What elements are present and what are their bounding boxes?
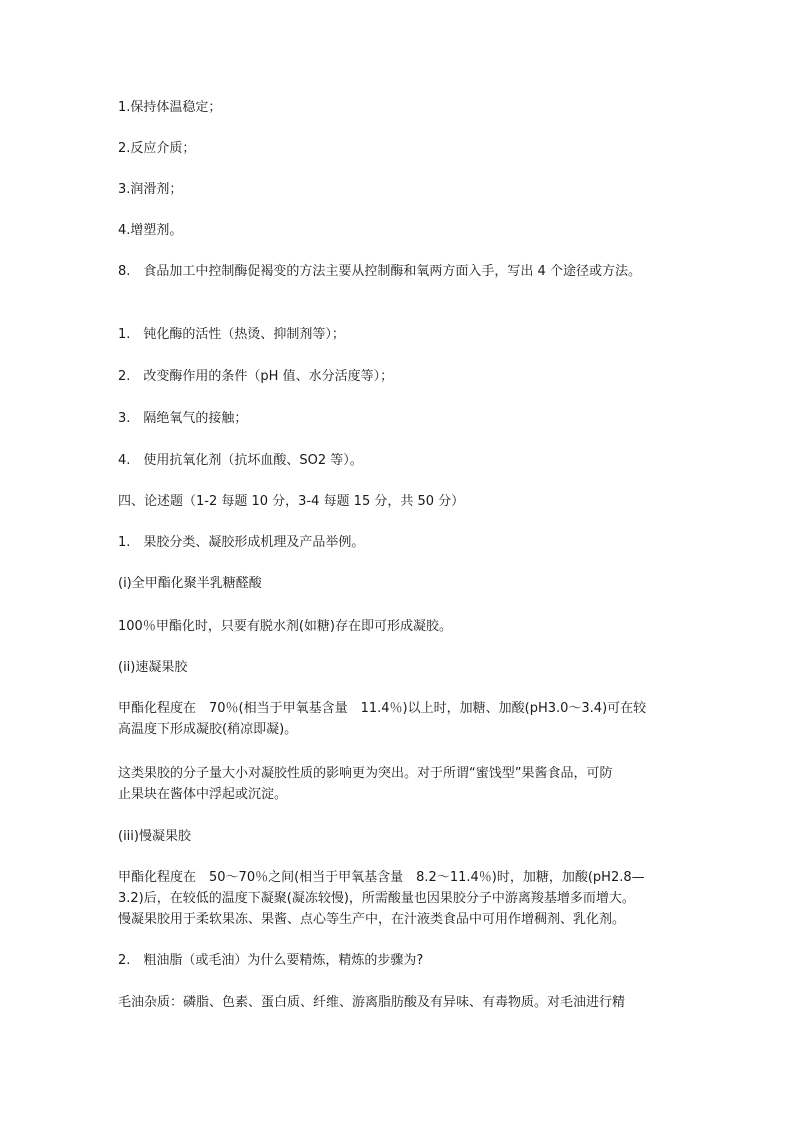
text-line: 4. 使用抗氧化剂（抗坏血酸、SO2 等）。 [118,453,363,468]
text-line: 1.保持体温稳定； [118,100,222,115]
text-line: 高温度下形成凝胶(稍凉即凝)。 [118,722,298,737]
text-line: 3.2)后，在较低的温度下凝聚(凝冻较慢)，所需酸量也因果胶分子中游离羧基增多而增大。 [118,891,635,906]
text-line: 3. 隔绝氧气的接触； [118,411,248,426]
text-line: 4.增塑剂。 [118,223,183,238]
text-line: 1. 钝化酶的活性（热烫、抑制剂等）； [118,327,345,342]
section-heading: 四、论述题（1-2 每题 10 分，3-4 每题 15 分，共 50 分） [118,494,465,509]
text-line: 2.反应介质； [118,141,196,156]
text-line: 2. 改变酶作用的条件（pH 值、水分活度等）； [118,369,394,384]
question-line: 2. 粗油脂（或毛油）为什么要精炼，精炼的步骤为? [118,953,424,968]
text-line: (iii)慢凝果胶 [118,829,191,844]
text-line: 这类果胶的分子量大小对凝胶性质的影响更为突出。对于所谓“蜜饯型”果酱食品，可防 [118,766,613,781]
text-line: 慢凝果胶用于柔软果冻、果酱、点心等生产中，在汁液类食品中可用作增稠剂、乳化剂。 [118,912,626,927]
text-line: 止果块在酱体中浮起或沉淀。 [118,787,288,802]
text-line: 100％甲酯化时，只要有脱水剂(如糖)存在即可形成凝胶。 [118,619,452,634]
text-line: (ii)速凝果胶 [118,660,188,675]
text-line: 3.润滑剂； [118,182,183,197]
text-line: 甲酯化程度在 50～70％之间(相当于甲氧基含量 8.2～11.4％)时，加糖，加酸(pH2.8— [118,870,645,885]
question-line: 8. 食品加工中控制酶促褐变的方法主要从控制酶和氧两方面入手，写出 4 个途径或方法。 [118,264,641,279]
text-line: 毛油杂质：磷脂、色素、蛋白质、纤维、游离脂肪酸及有异味、有毒物质。对毛油进行精 [118,995,626,1010]
question-line: 1. 果胶分类、凝胶形成机理及产品举例。 [118,535,365,550]
text-line: 甲酯化程度在 70％(相当于甲氧基含量 11.4％)以上时，加糖、加酸(pH3.0～3.4)可在较 [118,701,647,716]
text-line: (i)全甲酯化聚半乳糖醛酸 [118,576,262,591]
